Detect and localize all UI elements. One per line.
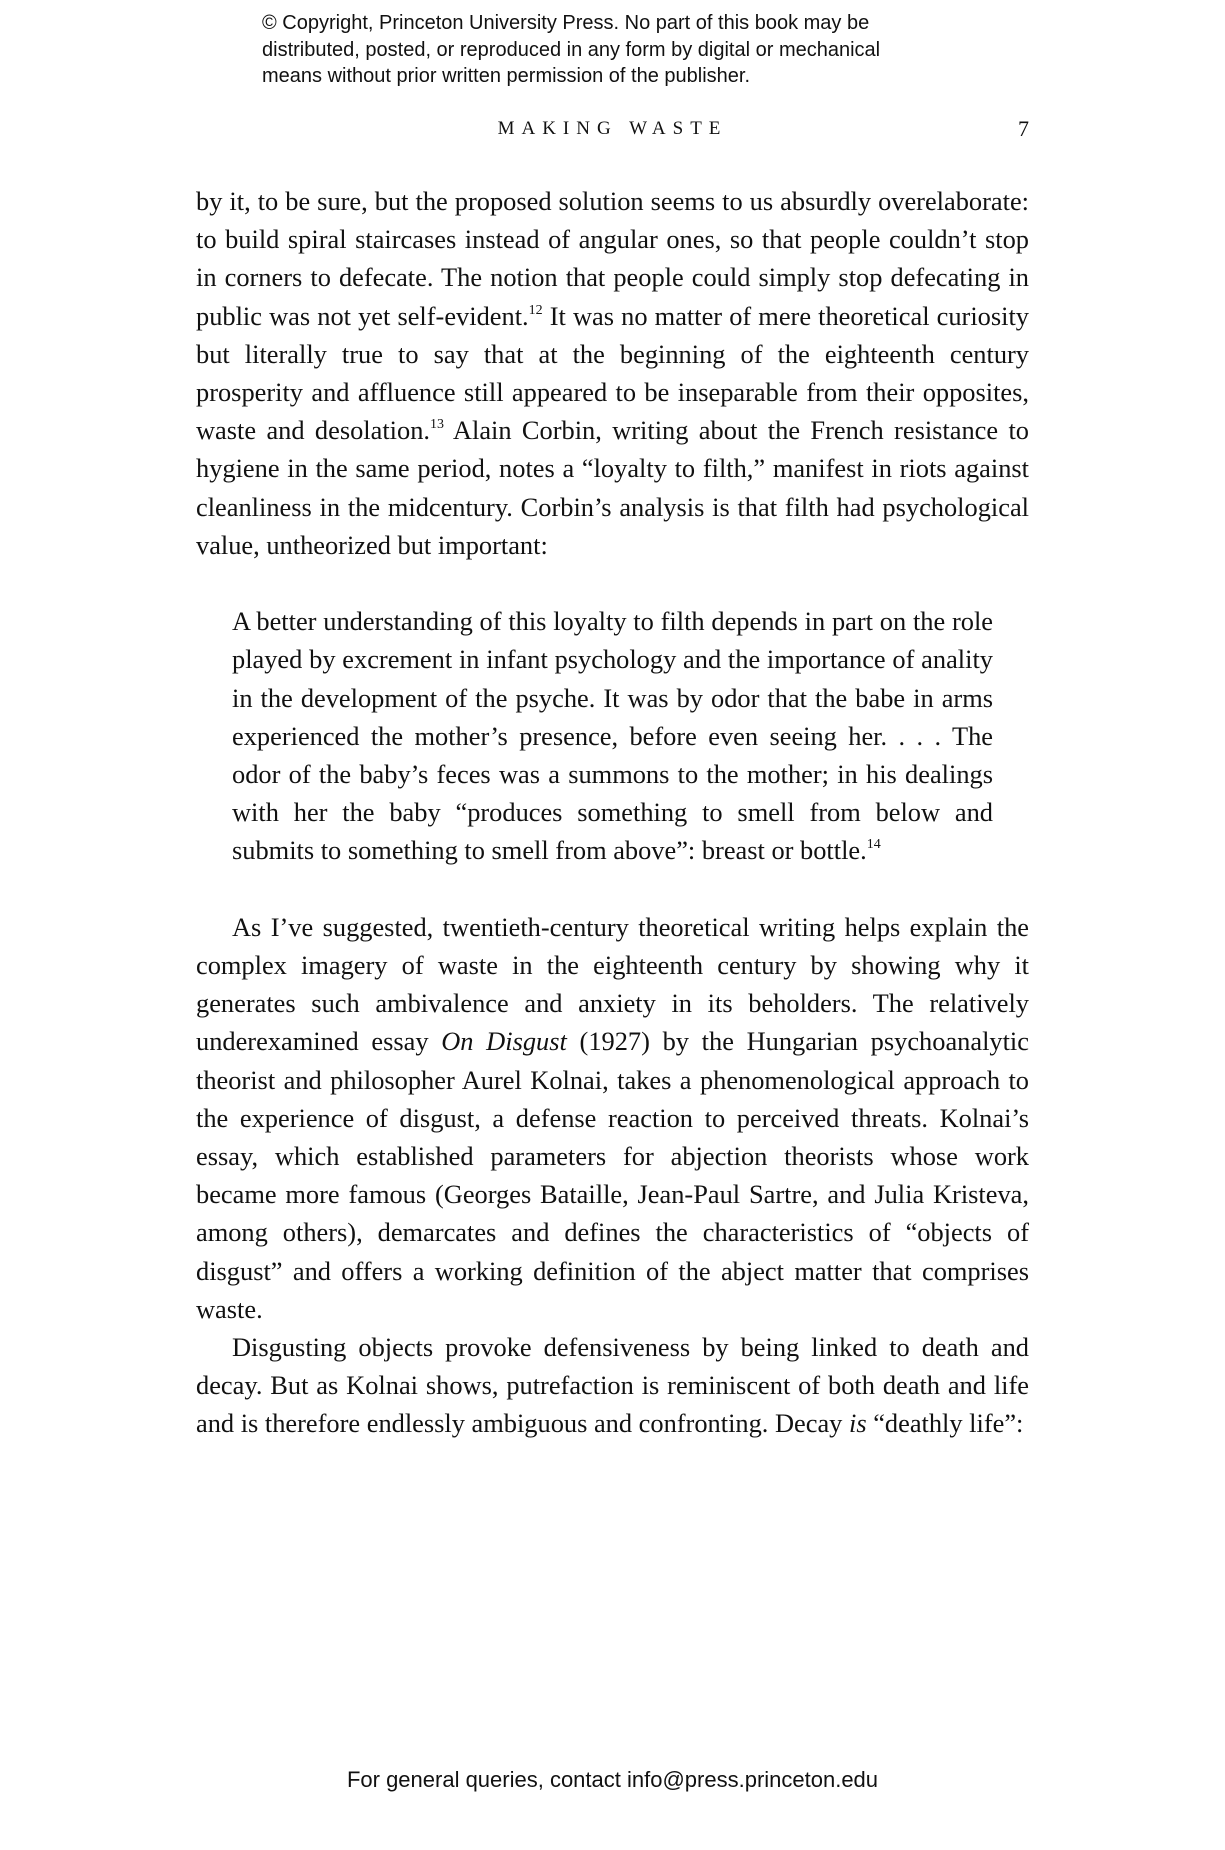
copyright-line-1: © Copyright, Princeton University Press. No part of this book may be	[262, 12, 870, 34]
body-text	[196, 182, 1029, 1443]
paragraph-3-text-b: “deathly life”:	[866, 1408, 1024, 1439]
footnote-ref-13: 13	[430, 417, 445, 433]
paragraph-3-text-a: Disgusting objects provoke defensiveness by being linked to death and decay. But as Kolnai shows, putrefaction is reminiscent of both death and life and is therefore endlessly ambiguous and confronting. Decay	[196, 1332, 1029, 1439]
running-head	[196, 118, 1029, 148]
paragraph-1-text-a: by it, to be sure, but the proposed solution seems to us absurdly overelaborate: to build spiral staircases instead of angular ones, so that people couldn’t stop in corners to defecate. The notion that people could simply stop defecating in public was not yet self-evident.	[196, 186, 1029, 331]
footer-contact: For general queries, contact info@press.princeton.edu	[346, 1767, 879, 1792]
paragraph-2-text-a: As I’ve suggested, twentieth-century theoretical writing helps explain the complex imagery of waste in the eighteenth century by showing why it generates such ambivalence and anxiety in its beholders. The relatively underexamined essay	[196, 911, 1029, 1057]
paragraph-1-text-b: It was no matter of mere theoretical curiosity but literally true to say that at the beginning of the eighteenth century prosperity and affluence still appeared to be inseparable from their opposites, waste and desolation.	[196, 300, 1029, 446]
block-quote-text: A better understanding of this loyalty to filth depends in part on the role played by excrement in infant psychology and the importance of anality in the development of the psyche. It was by odor that the babe in arms experienced the mother’s presence, before even seeing her. . . . The odor of the baby’s feces was a summons to the mother; in his dealings with her the baby “produces something to smell from below and submits to something to smell from above”: breast or bottle.	[232, 606, 993, 866]
page-number: 7	[1018, 116, 1029, 141]
copyright-line-3: means without prior written permission of the publisher.	[262, 65, 751, 87]
emphasis-is: is	[848, 1408, 867, 1439]
paragraph-1-text-c: Alain Corbin, writing about the French resistance to hygiene in the same period, notes a “loyalty to filth,” manifest in riots against cleanliness in the midcentury. Corbin’s analysis is that filth had psychological value, untheorized but important:	[196, 415, 1029, 560]
copyright-line-2: distributed, posted, or reproduced in any form by digital or mechanical	[262, 38, 881, 61]
paragraph-2-text-b: (1927) by the Hungarian psychoanalytic theorist and philosopher Aurel Kolnai, takes a phenomenological approach to the experience of disgust, a defense reaction to perceived threats. Kolnai’s essay, which established parameters for abjection theorists whose work became more famous (Georges Bataille, Jean-Paul Sartre, and Julia Kristeva, among others), demarcates and defines the characteristics of “objects of disgust” and offers a working definition of the abject matter that comprises waste.	[196, 1026, 1029, 1324]
block-quote	[232, 602, 993, 869]
footnote-ref-14: 14	[866, 837, 881, 853]
paragraph-2	[196, 908, 1029, 1328]
footnote-ref-12: 12	[528, 302, 543, 318]
paragraph-3	[196, 1328, 1029, 1443]
running-title: MAKING WASTE	[497, 118, 728, 139]
book-title-on-disgust: On Disgust	[441, 1026, 567, 1057]
copyright-notice	[262, 10, 1022, 90]
paragraph-1	[196, 182, 1029, 564]
